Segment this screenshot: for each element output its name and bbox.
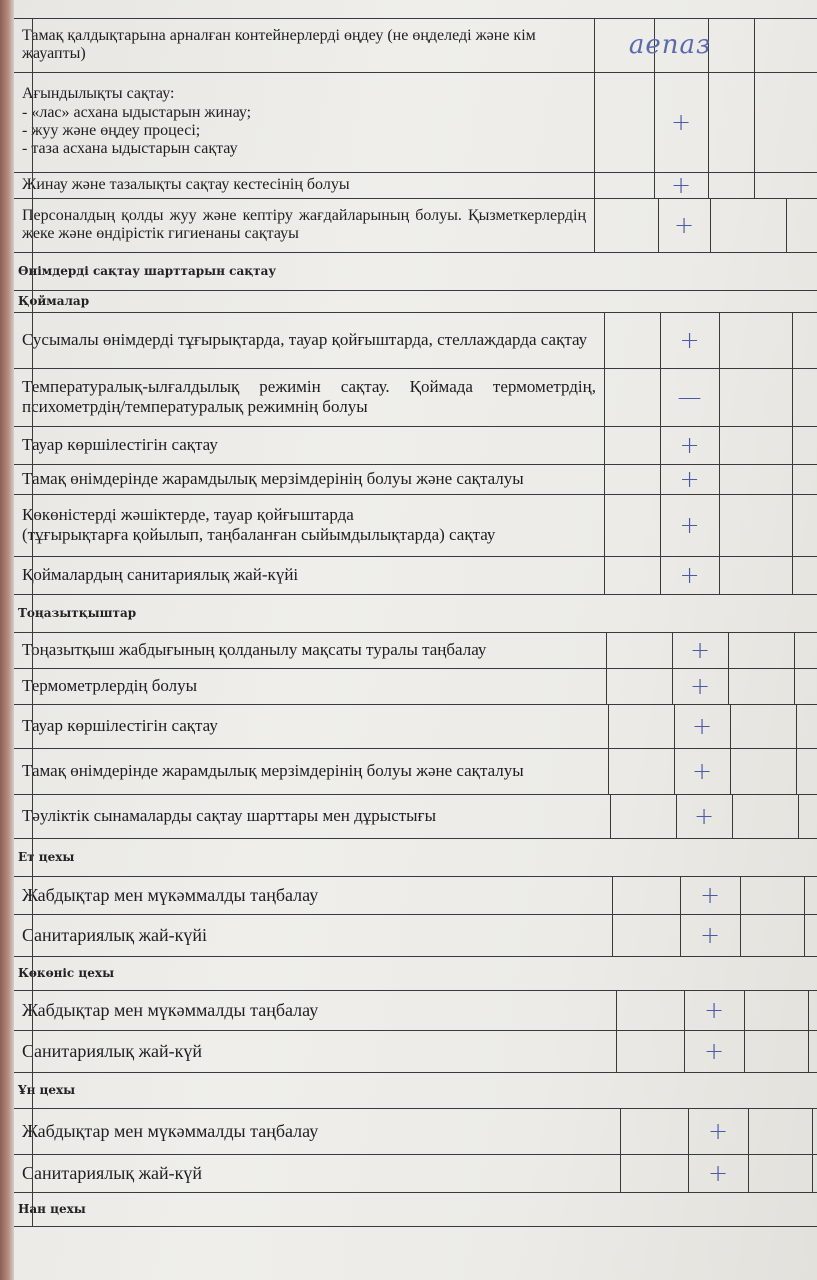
criterion-text: Персоналдың қолды жуу және кептіру жағдайларының болуы. Қызметкерлердің жеке және өндірістік гигиенаны сақтауы	[22, 206, 586, 242]
table-row	[14, 312, 817, 369]
handwritten-mark: +	[691, 757, 713, 785]
criterion-text: Санитариялық жай-күй	[22, 1040, 202, 1061]
section-heading: Тоңазытқыштар	[14, 594, 817, 633]
criterion-cell	[14, 632, 606, 668]
column-divider	[792, 368, 793, 426]
handwritten-mark: +	[707, 1159, 729, 1187]
column-divider	[740, 876, 741, 914]
column-divider	[730, 748, 731, 794]
table-row	[14, 1108, 817, 1155]
criterion-text: Санитариялық жай-күйі	[22, 924, 208, 945]
column-divider	[792, 464, 793, 494]
column-divider	[754, 72, 755, 172]
criterion-text: Тауар көршілестігін сақтау	[22, 716, 218, 736]
handwritten-mark: +	[689, 672, 711, 700]
table-row	[14, 990, 817, 1031]
column-divider	[754, 172, 755, 198]
section-heading: Ет цехы	[14, 838, 817, 877]
handwritten-mark: аепаз	[628, 30, 712, 60]
column-divider	[612, 876, 613, 914]
column-divider	[616, 990, 617, 1030]
column-divider	[719, 464, 720, 494]
criterion-text: Тамақ өнімдерінде жарамдылық мерзімдерінің болуы және сақталуы	[22, 761, 524, 781]
criterion-text: Жабдықтар мен мүкәммалды таңбалау	[22, 884, 319, 905]
handwritten-mark: +	[670, 108, 692, 136]
criterion-cell	[14, 172, 594, 198]
criterion-text: Тамақ өнімдерінде жарамдылық мерзімдерінің болуы және сақталуы	[22, 469, 524, 489]
column-divider	[812, 1108, 813, 1154]
column-divider	[732, 794, 733, 838]
criterion-cell	[14, 426, 604, 464]
handwritten-mark: +	[699, 881, 721, 909]
table-row	[14, 632, 817, 669]
handwritten-mark: —	[677, 383, 702, 411]
table-row	[14, 1030, 817, 1073]
page-edge	[0, 0, 14, 1280]
criterion-cell	[14, 668, 606, 704]
column-divider	[604, 312, 605, 368]
column-divider	[608, 748, 609, 794]
table-row	[14, 914, 817, 957]
column-divider	[608, 704, 609, 748]
column-divider	[620, 1154, 621, 1192]
criterion-cell	[14, 876, 612, 914]
column-divider	[606, 668, 607, 704]
criterion-cell	[14, 556, 604, 594]
column-divider	[796, 748, 797, 794]
column-divider	[719, 494, 720, 556]
table-row	[14, 748, 817, 795]
table-row	[14, 426, 817, 465]
column-divider	[754, 18, 755, 72]
column-divider	[804, 876, 805, 914]
table-row	[14, 794, 817, 839]
checklist-table	[14, 0, 817, 1280]
criterion-cell	[14, 1030, 616, 1072]
criterion-cell	[14, 1154, 620, 1192]
criterion-text: Жабдықтар мен мүкәммалды таңбалау	[22, 999, 319, 1020]
column-divider	[744, 1030, 745, 1072]
column-divider	[610, 794, 611, 838]
column-divider	[719, 556, 720, 594]
table-row	[14, 464, 817, 495]
handwritten-mark: +	[691, 712, 713, 740]
table-row	[14, 668, 817, 705]
handwritten-mark: +	[679, 465, 700, 493]
handwritten-mark: +	[670, 171, 692, 199]
column-divider	[708, 72, 709, 172]
section-heading: Нан цехы	[14, 1192, 817, 1227]
column-divider	[604, 368, 605, 426]
handwritten-mark: +	[679, 511, 700, 539]
column-divider	[594, 172, 595, 198]
column-divider	[606, 632, 607, 668]
column-divider	[616, 1030, 617, 1072]
column-divider	[708, 172, 709, 198]
section-heading: Көкөніс цехы	[14, 956, 817, 991]
column-divider	[798, 794, 799, 838]
table-row	[14, 556, 817, 595]
column-divider	[728, 668, 729, 704]
handwritten-mark: +	[693, 802, 715, 830]
column-divider	[796, 704, 797, 748]
column-divider	[710, 198, 711, 252]
criterion-text: Тәуліктік сынамаларды сақтау шарттары мен дұрыстығы	[22, 806, 436, 826]
table-row	[14, 368, 817, 427]
column-divider	[604, 556, 605, 594]
criterion-text: Көкөністерді жәшіктерде, тауар қойғыштарда (тұғырықтарға қойылып, таңбаланған сыйымдылықтарда) сақтау	[22, 505, 496, 544]
criterion-cell	[14, 312, 604, 368]
column-divider	[604, 464, 605, 494]
column-divider	[794, 668, 795, 704]
column-divider	[740, 914, 741, 956]
criterion-text: Жинау және тазалықты сақтау кестесінің болуы	[22, 175, 350, 193]
table-row	[14, 18, 817, 73]
criterion-cell	[14, 794, 610, 838]
column-divider	[794, 632, 795, 668]
criterion-text: Қоймалардың санитариялық жай-күйі	[22, 565, 299, 585]
criterion-text: Тамақ қалдықтарына арналған контейнерлерді өңдеу (не өңделеді және кім жауапты)	[22, 26, 536, 62]
criterion-text: Ағындылықты сақтау: - «лас» асхана ыдыстарын жинау; - жуу және өңдеу процесі; - таза асхана ыдыстарын сақтау	[22, 85, 252, 158]
column-divider	[594, 18, 595, 72]
column-divider	[808, 1030, 809, 1072]
column-divider	[620, 1108, 621, 1154]
column-divider	[612, 914, 613, 956]
table-row	[14, 494, 817, 557]
criterion-cell	[14, 198, 594, 252]
section-heading: Ұн цехы	[14, 1072, 817, 1109]
criterion-cell	[14, 464, 604, 494]
criterion-cell	[14, 914, 612, 956]
column-divider	[719, 368, 720, 426]
column-divider	[744, 990, 745, 1030]
handwritten-mark: +	[699, 921, 721, 949]
handwritten-mark: +	[689, 636, 711, 664]
column-divider	[792, 312, 793, 368]
column-divider	[792, 426, 793, 464]
criterion-text: Температуралық-ылғалдылық режимін сақтау. Қоймада термометрдің, психометрдің/температуралық режимнің болуы	[22, 377, 596, 416]
column-divider	[719, 312, 720, 368]
column-divider	[594, 198, 595, 252]
criterion-text: Тауар көршілестігін сақтау	[22, 435, 218, 455]
criterion-cell	[14, 748, 608, 794]
table-row	[14, 1154, 817, 1193]
criterion-text: Санитариялық жай-күй	[22, 1162, 202, 1183]
criterion-cell	[14, 494, 604, 556]
criterion-text: Сусымалы өнімдерді тұғырықтарда, тауар қойғыштарда, стеллаждарда сақтау	[22, 330, 588, 350]
column-divider	[604, 426, 605, 464]
criterion-text: Тоңазытқыш жабдығының қолданылу мақсаты туралы таңбалау	[22, 640, 487, 660]
handwritten-mark: +	[673, 211, 695, 239]
column-divider	[748, 1108, 749, 1154]
criterion-cell	[14, 18, 594, 72]
criterion-cell	[14, 72, 594, 172]
column-divider	[728, 632, 729, 668]
table-row	[14, 876, 817, 915]
table-row	[14, 72, 817, 173]
handwritten-mark: +	[703, 996, 725, 1024]
column-divider	[792, 494, 793, 556]
column-divider	[812, 1154, 813, 1192]
criterion-text: Жабдықтар мен мүкәммалды таңбалау	[22, 1120, 319, 1141]
criterion-cell	[14, 1108, 620, 1154]
handwritten-mark: +	[679, 326, 700, 354]
column-divider	[730, 704, 731, 748]
table-left-border	[32, 18, 33, 1226]
handwritten-mark: +	[679, 431, 700, 459]
column-divider	[792, 556, 793, 594]
column-divider	[808, 990, 809, 1030]
handwritten-mark: +	[707, 1117, 729, 1145]
table-row	[14, 704, 817, 749]
criterion-text: Термометрлердің болуы	[22, 676, 198, 696]
criterion-cell	[14, 990, 616, 1030]
criterion-cell	[14, 368, 604, 426]
column-divider	[748, 1154, 749, 1192]
column-divider	[786, 198, 787, 252]
handwritten-mark: +	[679, 561, 700, 589]
column-divider	[594, 72, 595, 172]
section-heading: Өнімдерді сақтау шарттарын сақтау	[14, 252, 817, 291]
table-top-border	[14, 18, 817, 19]
column-divider	[804, 914, 805, 956]
column-divider	[719, 426, 720, 464]
table-row	[14, 198, 817, 253]
criterion-cell	[14, 704, 608, 748]
handwritten-mark: +	[703, 1037, 725, 1065]
section-heading: Қоймалар	[14, 290, 817, 313]
column-divider	[604, 494, 605, 556]
table-row	[14, 172, 817, 199]
